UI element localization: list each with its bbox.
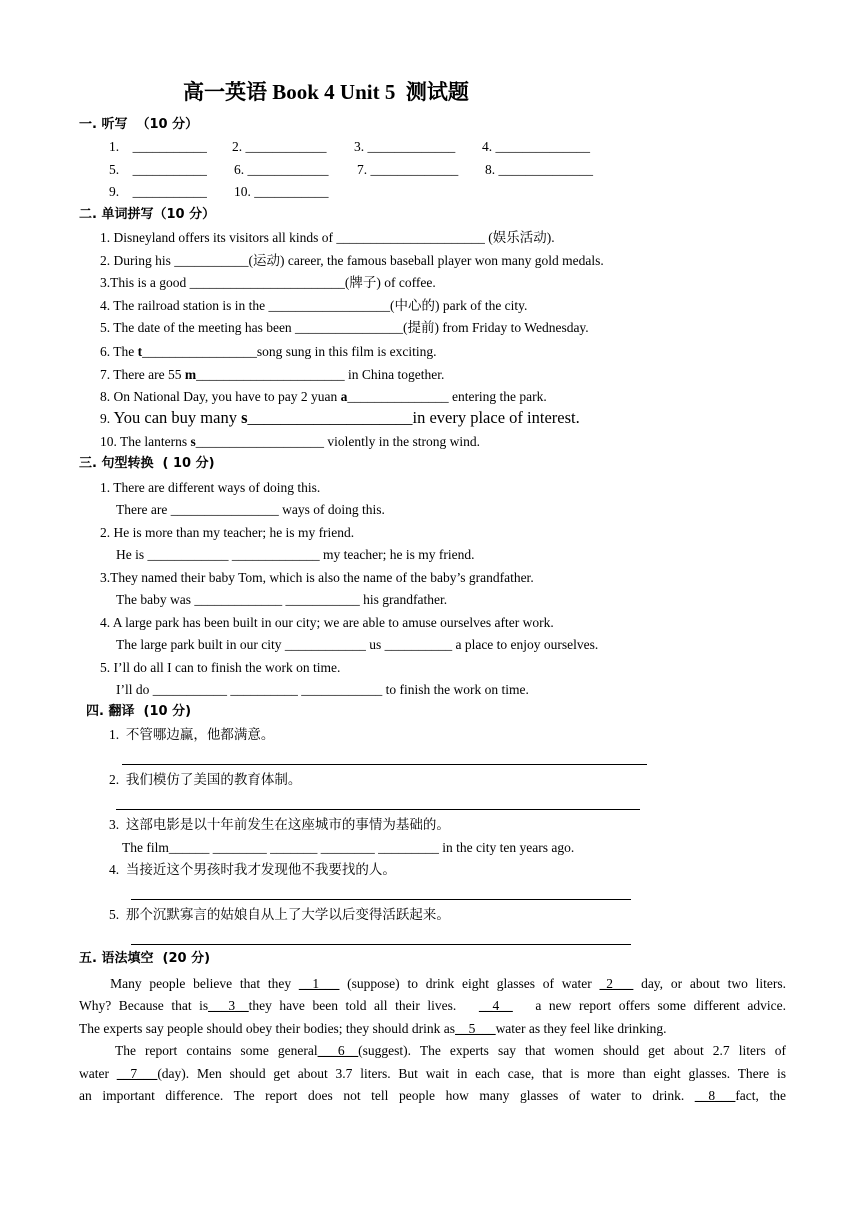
dictation-blank-3[interactable]: 3. _____________ — [354, 139, 456, 154]
spelling-q7: 7. There are 55 m______________________ in China together. — [100, 367, 445, 382]
answer-line-1[interactable] — [122, 764, 647, 765]
transform-a5: I’ll do ___________ __________ ____________ to finish the work on time. — [116, 682, 529, 697]
cloze-paragraph-1-line-3: The experts say people should obey their bodies; they should drink as__5___water as they feel like drinking. — [79, 1021, 667, 1036]
dictation-blank-9[interactable]: 9. ___________ — [109, 184, 207, 199]
translate-q4: 4. 当接近这个男孩时我才发现他不我要找的人。 — [109, 862, 396, 877]
section-5-heading: 五. 语法填空 (20 分) — [79, 951, 211, 966]
spelling-q9: 9. You can buy many s____________________in every place of interest. — [100, 408, 580, 427]
section-3-heading: 三. 句型转换 ( 10 分) — [79, 456, 215, 471]
translate-q5: 5. 那个沉默寡言的姑娘自从上了大学以后变得活跃起来。 — [109, 907, 450, 922]
translate-q3-frame: The film______ ________ _______ ________ _________ in the city ten years ago. — [122, 840, 575, 855]
cloze-blank-7[interactable]: __7___ — [116, 1066, 158, 1081]
spelling-q4: 4. The railroad station is in the __________________(中心的) park of the city. — [100, 298, 528, 313]
spelling-q6: 6. The t_________________song sung in this film is exciting. — [100, 344, 437, 359]
dictation-blank-4[interactable]: 4. ______________ — [482, 139, 590, 154]
transform-q5: 5. I’ll do all I can to finish the work on time. — [100, 660, 341, 675]
transform-q2: 2. He is more than my teacher; he is my friend. — [100, 525, 355, 540]
spelling-q8: 8. On National Day, you have to pay 2 yuan a_______________ entering the park. — [100, 389, 547, 404]
cloze-paragraph-2-line-2: water __7___(day). Men should get about 3.7 liters. But wait in each case, that is more than eight glasses. There is — [79, 1066, 786, 1081]
cloze-paragraph-1-line-1: Many people believe that they __1___ (suppose) to drink eight glasses of water _2___ day, or about two liters. — [79, 976, 787, 991]
transform-a3: The baby was _____________ ___________ his grandfather. — [116, 592, 448, 607]
transform-a4: The large park built in our city ____________ us __________ a place to enjoy ourselves. — [116, 637, 599, 652]
spelling-q1: 1. Disneyland offers its visitors all kinds of ______________________ (娱乐活动). — [100, 230, 555, 245]
cloze-blank-8[interactable]: __8___ — [694, 1088, 736, 1103]
answer-line-5[interactable] — [131, 944, 631, 945]
answer-line-4[interactable] — [131, 899, 631, 900]
dictation-blank-6[interactable]: 6. ____________ — [234, 162, 329, 177]
transform-a1: There are ________________ ways of doing this. — [116, 502, 385, 517]
spelling-q10: 10. The lanterns s___________________ violently in the strong wind. — [100, 434, 480, 449]
cloze-paragraph-2-line-1: The report contains some general___6__(suggest). The experts say that women should get about 2.7 liters of — [79, 1043, 787, 1058]
cloze-blank-6[interactable]: ___6__ — [317, 1043, 359, 1058]
dictation-blank-5[interactable]: 5. ___________ — [109, 162, 207, 177]
section-2-heading: 二. 单词拼写（10 分） — [79, 207, 216, 222]
answer-line-2[interactable] — [116, 809, 640, 810]
dictation-blank-2[interactable]: 2. ____________ — [232, 139, 327, 154]
spelling-q2: 2. During his ___________(运动) career, the famous baseball player won many gold medals. — [100, 253, 604, 268]
spelling-q5: 5. The date of the meeting has been ________________(提前) from Friday to Wednesday. — [100, 320, 589, 335]
cloze-blank-2[interactable]: _2___ — [599, 976, 634, 991]
spelling-q3: 3.This is a good _______________________(牌子) of coffee. — [100, 275, 436, 290]
translate-q1: 1. 不管哪边赢，他都满意。 — [109, 727, 275, 742]
cloze-blank-4[interactable]: __4__ — [478, 998, 513, 1013]
dictation-blank-8[interactable]: 8. ______________ — [485, 162, 593, 177]
cloze-blank-5[interactable]: __5___ — [455, 1021, 496, 1036]
dictation-blank-7[interactable]: 7. _____________ — [357, 162, 459, 177]
dictation-blank-1[interactable]: 1. ___________ — [109, 139, 207, 154]
section-4-heading: 四. 翻译 (10 分) — [86, 704, 192, 719]
dictation-blank-10[interactable]: 10. ___________ — [234, 184, 329, 199]
translate-q3: 3. 这部电影是以十年前发生在这座城市的事情为基础的。 — [109, 817, 450, 832]
transform-q1: 1. There are different ways of doing this. — [100, 480, 321, 495]
translate-q2: 2. 我们模仿了美国的教育体制。 — [109, 772, 302, 787]
transform-a2: He is ____________ _____________ my teacher; he is my friend. — [116, 547, 475, 562]
cloze-paragraph-2-line-3: an important difference. The report does not tell people how many glasses of water to drink. __8___fact, the — [79, 1088, 787, 1103]
section-1-heading: 一. 听写 （10 分） — [79, 117, 199, 132]
cloze-paragraph-1-line-2: Why? Because that is___3__they have been told all their lives. __4__ a new report offers some different advice. — [79, 998, 786, 1013]
cloze-blank-1[interactable]: __1___ — [298, 976, 340, 991]
transform-q4: 4. A large park has been built in our city; we are able to amuse ourselves after work. — [100, 615, 554, 630]
page-title: 高一英语 Book 4 Unit 5 测试题 — [183, 80, 469, 104]
cloze-blank-3[interactable]: ___3__ — [208, 998, 249, 1013]
transform-q3: 3.They named their baby Tom, which is also the name of the baby’s grandfather. — [100, 570, 534, 585]
